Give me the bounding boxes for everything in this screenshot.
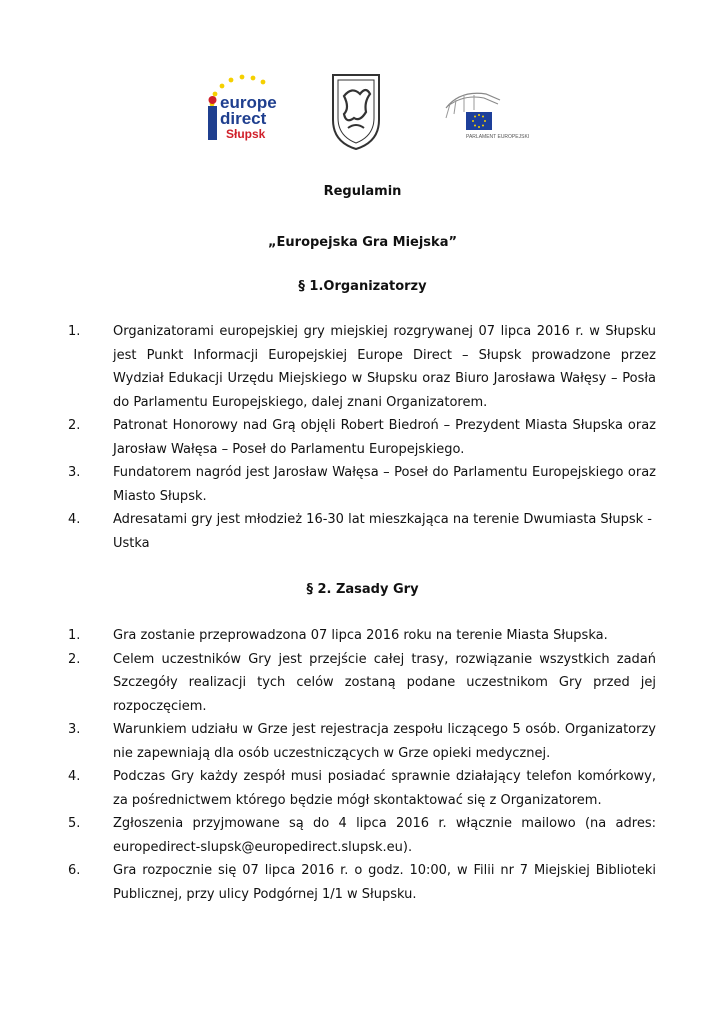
item-number: 5. (68, 816, 81, 831)
section-heading-game-rules: § 2. Zasady Gry (306, 582, 419, 597)
list-item (0, 765, 725, 812)
item-text: Celem uczestników Gry jest przejście całej trasy, rozwiązanie wszystkich zadań Szczegóły realizacji tych celów zostaną podane uczestnikom Gry przed jej rozpoczęciem. (113, 651, 656, 714)
document-title: Regulamin (323, 184, 402, 199)
section-heading-organizers: § 1.Organizatorzy (298, 279, 427, 294)
item-text: Warunkiem udziału w Grze jest rejestracja zespołu liczącego 5 osób. Organizatorzy nie zapewniają dla osób uczestniczących w Grze opieki medycznej. (113, 722, 656, 761)
list-item (0, 812, 725, 859)
item-number: 2. (68, 651, 81, 667)
list-item (0, 461, 725, 508)
document-subtitle: „Europejska Gra Miejska” (267, 235, 458, 250)
item-number: 1. (68, 628, 81, 643)
list-item (0, 320, 725, 414)
item-number: 3. (68, 722, 81, 737)
logo-bar (0, 72, 725, 162)
ed-mark-icon (208, 106, 217, 140)
ed-line1: europe (220, 93, 277, 112)
item-number: 1. (68, 324, 81, 339)
item-number: 3. (68, 465, 81, 480)
item-number: 6. (68, 863, 81, 878)
ed-line3: Słupsk (226, 127, 266, 141)
list-item (0, 508, 725, 555)
list-item (0, 648, 725, 719)
crest-icon (330, 72, 382, 152)
item-text: Organizatorami europejskiej gry miejskiej rozgrywanej 07 lipca 2016 r. w Słupsku jest Punkt Informacji Europejskiej Europe Direct – Słupsk prowadzone przez Wydział Edukacji Urzędu Miejskiego w Słupsku oraz Biuro Jarosława Wałęsy – Posła do Parlamentu Europejskiego, dalej znani Organizatorem. (113, 324, 656, 410)
list-item (0, 414, 725, 461)
list-item (0, 859, 725, 906)
item-number: 2. (68, 418, 81, 433)
list-item (0, 718, 725, 765)
ep-caption: PARLAMENT EUROPEJSKI (466, 134, 530, 140)
item-text: Podczas Gry każdy zespół musi posiadać sprawnie działający telefon komórkowy, za pośrednictwem którego będzie mógł skontaktować się z Organizatorem. (113, 769, 656, 808)
item-text: Gra rozpocznie się 07 lipca 2016 r. o godz. 10:00, w Filii nr 7 Miejskiej Biblioteki Publicznej, przy ulicy Podgórnej 1/1 w Słupsku. (113, 863, 656, 902)
european-parliament-logo (440, 84, 540, 144)
item-text: Fundatorem nagród jest Jarosław Wałęsa – Poseł do Parlamentu Europejskiego oraz Miasto Słupsk. (113, 465, 656, 504)
list-item (0, 624, 725, 648)
game-rules-list (0, 624, 725, 906)
item-text: Patronat Honorowy nad Grą objęli Robert Biedroń – Prezydent Miasta Słupska oraz Jarosław Wałęsa – Poseł do Parlamentu Europejskiego. (113, 418, 656, 457)
europe-direct-logo (200, 74, 295, 152)
item-number: 4. (68, 512, 81, 527)
item-text: Gra zostanie przeprowadzona 07 lipca 2016 roku na terenie Miasta Słupska. (113, 628, 608, 643)
ed-line2: direct (220, 109, 267, 128)
item-number: 4. (68, 769, 81, 784)
item-text: Adresatami gry jest młodzież 16-30 lat mieszkająca na terenie Dwumiasta Słupsk - Ustka (113, 512, 652, 551)
organizers-list (0, 320, 725, 555)
item-text: Zgłoszenia przyjmowane są do 4 lipca 2016 r. włącznie mailowo (na adres: europedirect-slupsk@europedirect.slupsk.eu). (113, 816, 656, 855)
